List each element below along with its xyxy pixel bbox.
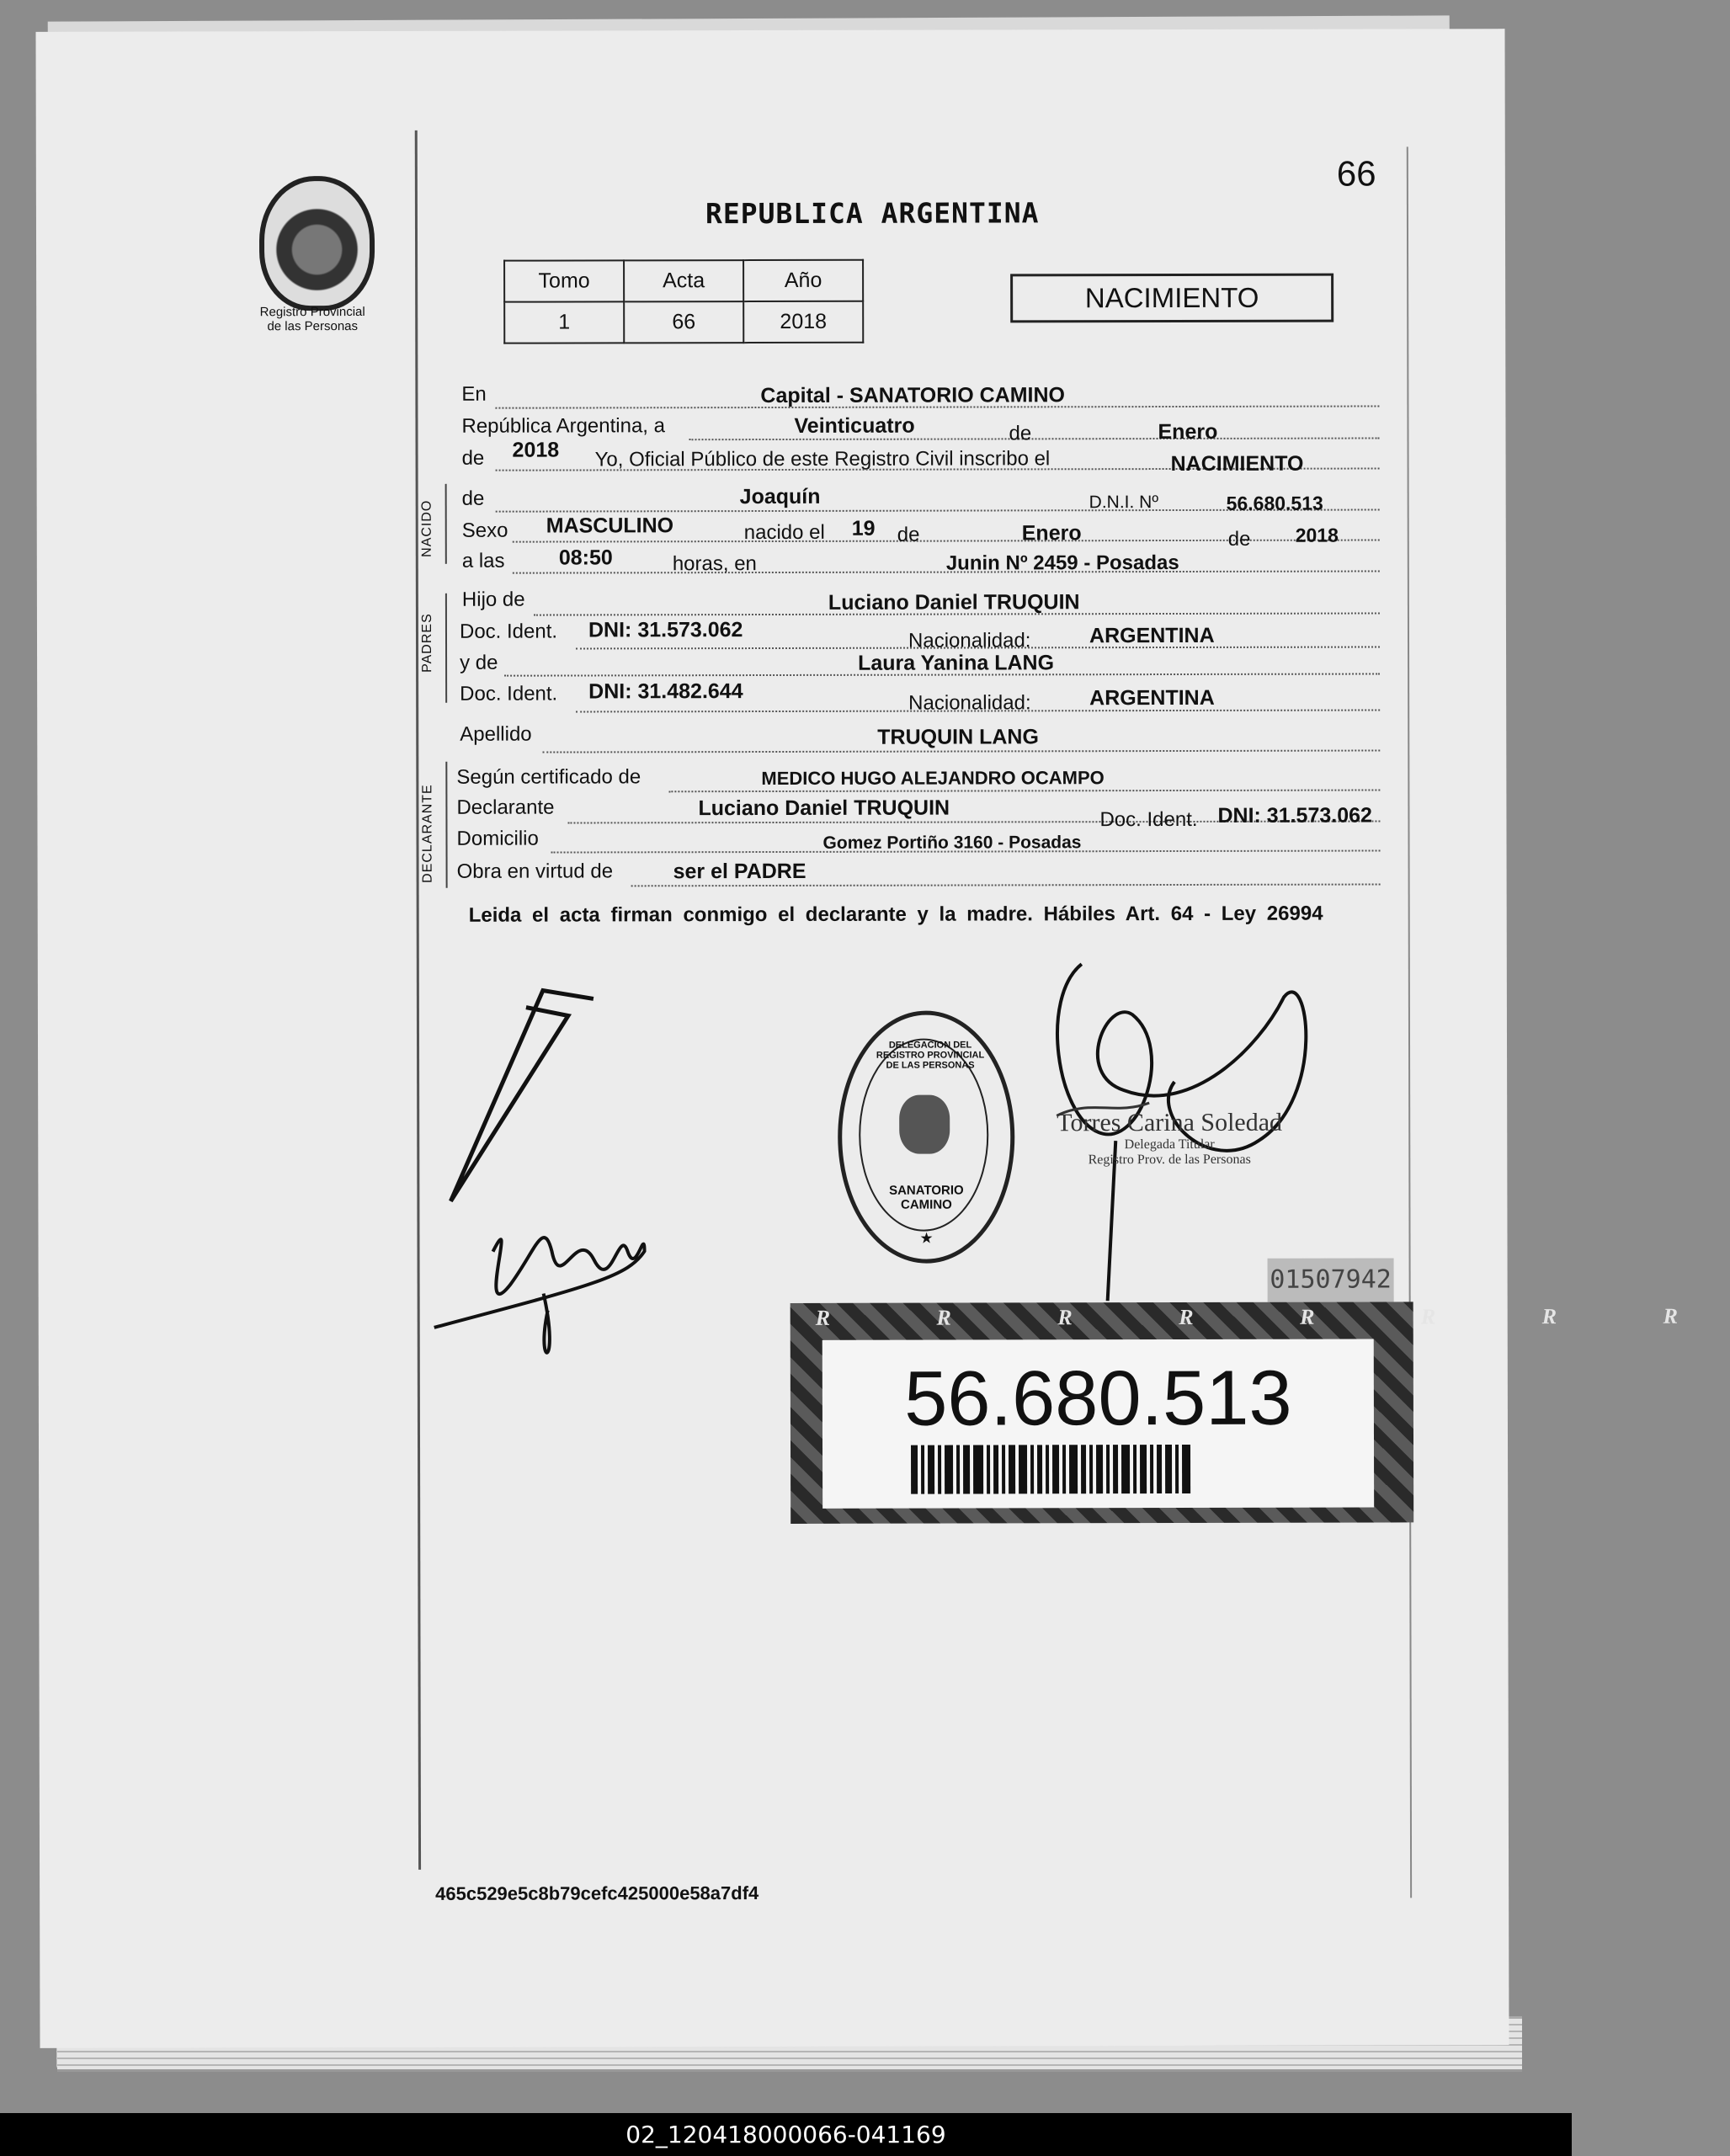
province-emblem	[259, 176, 375, 311]
seal-inner-text: SANATORIO CAMINO	[889, 1183, 964, 1212]
barcode-bar	[938, 1445, 941, 1494]
document-hash: 465c529e5c8b79cefc425000e58a7df4	[435, 1882, 759, 1904]
certificado-label: Según certificado de	[456, 765, 641, 789]
emblem-caption	[228, 305, 397, 333]
header-anio: Año	[743, 260, 863, 301]
value-tomo: 1	[504, 301, 624, 343]
de-label: de	[1227, 527, 1251, 551]
day-value: Veinticuatro	[794, 413, 915, 438]
child-dni: 56.680.513	[1226, 492, 1323, 514]
barcode-bar	[1140, 1445, 1147, 1493]
horas-label: horas, en	[672, 552, 757, 576]
officer-office: Registro Prov. de las Personas	[1088, 1152, 1251, 1168]
barcode-bar	[1030, 1445, 1034, 1493]
value-anio: 2018	[743, 301, 863, 343]
right-margin-rule	[1407, 146, 1412, 1898]
barcode-bar	[973, 1445, 983, 1493]
barcode-bar	[1089, 1445, 1093, 1493]
mother-name: Laura Yanina LANG	[858, 651, 1055, 675]
barcode-bar	[1037, 1445, 1042, 1493]
declarant-name: Luciano Daniel TRUQUIN	[698, 796, 950, 821]
birth-time: 08:50	[558, 546, 613, 570]
sexo-value: MASCULINO	[546, 514, 674, 538]
country-title: REPUBLICA ARGENTINA	[705, 196, 1040, 231]
sticker-white-panel	[822, 1339, 1374, 1509]
domicilio-value: Gomez Portiño 3160 - Posadas	[822, 833, 1082, 853]
barcode-bar	[1121, 1445, 1130, 1493]
certificate-issuer: MEDICO HUGO ALEJANDRO OCAMPO	[761, 767, 1105, 790]
act-type-box: NACIMIENTO	[1010, 274, 1333, 323]
obra-label: Obra en virtud de	[456, 860, 614, 883]
month-value: Enero	[1158, 419, 1218, 445]
year-value: 2018	[512, 438, 560, 462]
filename-bar: 02_120418000066-041169	[0, 2113, 1572, 2156]
section-rule-padres	[445, 594, 447, 703]
record-table-value-row	[504, 301, 863, 343]
barcode-bar	[1009, 1445, 1015, 1493]
father-nationality: ARGENTINA	[1089, 623, 1215, 648]
page-number: 66	[1336, 153, 1376, 194]
declarante-label: Declarante	[456, 796, 555, 819]
barcode-bar	[1113, 1445, 1118, 1493]
sticker-pattern-text: R R R R R R R R	[815, 1303, 1728, 1330]
seal-outer-text: DELEGACION DEL REGISTRO PROVINCIAL DE LAS PERSONAS	[876, 1040, 985, 1071]
dni-label: D.N.I. Nº	[1089, 492, 1159, 513]
doc-ident-label: Doc. Ident.	[460, 682, 558, 705]
barcode-bar	[1150, 1445, 1153, 1493]
dotted-line	[542, 749, 1380, 753]
father-doc: DNI: 31.573.062	[588, 618, 743, 642]
barcode-bar	[1081, 1445, 1086, 1493]
inscribo-text: Yo, Oficial Público de este Registro Civil inscribo el	[594, 447, 1051, 471]
header-tomo: Tomo	[504, 260, 624, 301]
side-label-padres: PADRES	[419, 613, 435, 673]
barcode-bar	[956, 1445, 960, 1494]
de-label: de	[1009, 422, 1032, 445]
barcode-bar	[1106, 1445, 1110, 1493]
officer-name: Torres Carina Soledad	[1057, 1108, 1283, 1137]
domicilio-label: Domicilio	[456, 827, 539, 850]
barcode-bar	[945, 1445, 953, 1494]
birth-day: 19	[851, 516, 876, 540]
header-acta: Acta	[624, 260, 743, 301]
barcode-bar	[987, 1445, 990, 1493]
dni-sticker	[790, 1302, 1728, 1524]
barcode-bar	[1052, 1445, 1059, 1493]
officer-stamp	[1057, 1109, 1282, 1168]
closing-note: Leida el acta firman conmigo el declarante y la madre. Hábiles Art. 64 - Ley 26994	[468, 902, 1323, 927]
barcode-bar	[993, 1445, 998, 1493]
birth-month: Enero	[1021, 521, 1082, 546]
republica-label: República Argentina, a	[461, 414, 666, 438]
serial-stamp: 01507942	[1268, 1258, 1394, 1302]
en-label: En	[461, 382, 487, 406]
hijo-de-label: Hijo de	[461, 588, 525, 611]
declarant-signature	[417, 973, 653, 1361]
a-las-label: a las	[461, 549, 505, 572]
record-table	[503, 259, 864, 344]
barcode-bar	[1175, 1445, 1179, 1493]
y-de-label: y de	[460, 651, 498, 674]
barcode	[911, 1445, 1281, 1494]
barcode-bar	[963, 1445, 970, 1494]
place-value: Capital - SANATORIO CAMINO	[760, 383, 1066, 408]
side-label-declarante: DECLARANTE	[420, 784, 435, 883]
barcode-bar	[1182, 1445, 1190, 1493]
barcode-bar	[928, 1445, 934, 1494]
emblem-caption-line1: Registro Provincial	[259, 305, 365, 320]
registry-seal	[838, 1010, 1015, 1263]
barcode-bar	[1096, 1445, 1103, 1493]
mother-doc: DNI: 31.482.644	[588, 679, 743, 704]
emblem-caption-line2: de las Personas	[267, 319, 359, 334]
mother-nationality: ARGENTINA	[1089, 685, 1215, 711]
barcode-bar	[1002, 1445, 1005, 1493]
barcode-bar	[1046, 1445, 1049, 1493]
nacionalidad-label: Nacionalidad:	[908, 691, 1031, 715]
barcode-bar	[921, 1445, 924, 1494]
nacido-el-label: nacido el	[743, 520, 825, 545]
barcode-bar	[1062, 1445, 1066, 1493]
nacionalidad-label: Nacionalidad:	[908, 629, 1031, 652]
barcode-bar	[1019, 1445, 1027, 1493]
sexo-label: Sexo	[461, 519, 508, 542]
dotted-line	[668, 789, 1380, 792]
obra-value: ser el PADRE	[673, 859, 806, 884]
father-name: Luciano Daniel TRUQUIN	[828, 590, 1080, 615]
birth-certificate-page	[35, 29, 1728, 2048]
de-label: de	[461, 487, 485, 510]
barcode-bar	[1165, 1445, 1172, 1493]
section-rule-nacido	[445, 484, 447, 564]
de-label: de	[461, 446, 485, 470]
barcode-bar	[1069, 1445, 1078, 1493]
doc-ident-label: Doc. Ident.	[459, 620, 558, 643]
dotted-line	[689, 437, 1380, 440]
barcode-bar	[1157, 1445, 1162, 1493]
barcode-bar	[1133, 1445, 1136, 1493]
value-acta: 66	[624, 301, 743, 343]
record-table-header-row	[504, 260, 863, 302]
officer-role: Delegada Titular	[1124, 1137, 1215, 1153]
child-name: Joaquín	[739, 484, 821, 509]
act-value: NACIMIENTO	[1170, 451, 1304, 476]
sticker-dni-number: 56.680.513	[904, 1355, 1292, 1442]
apellido-value: TRUQUIN LANG	[877, 725, 1039, 749]
de-label: de	[897, 523, 920, 546]
side-label-nacido: NACIDO	[419, 499, 434, 557]
section-rule-declarante	[445, 762, 447, 888]
apellido-label: Apellido	[460, 722, 532, 746]
doc-ident-label: Doc. Ident.	[1099, 807, 1198, 832]
declarant-doc: DNI: 31.573.062	[1217, 803, 1372, 828]
seal-emblem	[899, 1095, 950, 1154]
seal-star-icon: ★	[919, 1229, 934, 1247]
birth-year: 2018	[1295, 524, 1339, 546]
barcode-bar	[911, 1445, 918, 1494]
birth-address: Junin Nº 2459 - Posadas	[945, 551, 1179, 575]
